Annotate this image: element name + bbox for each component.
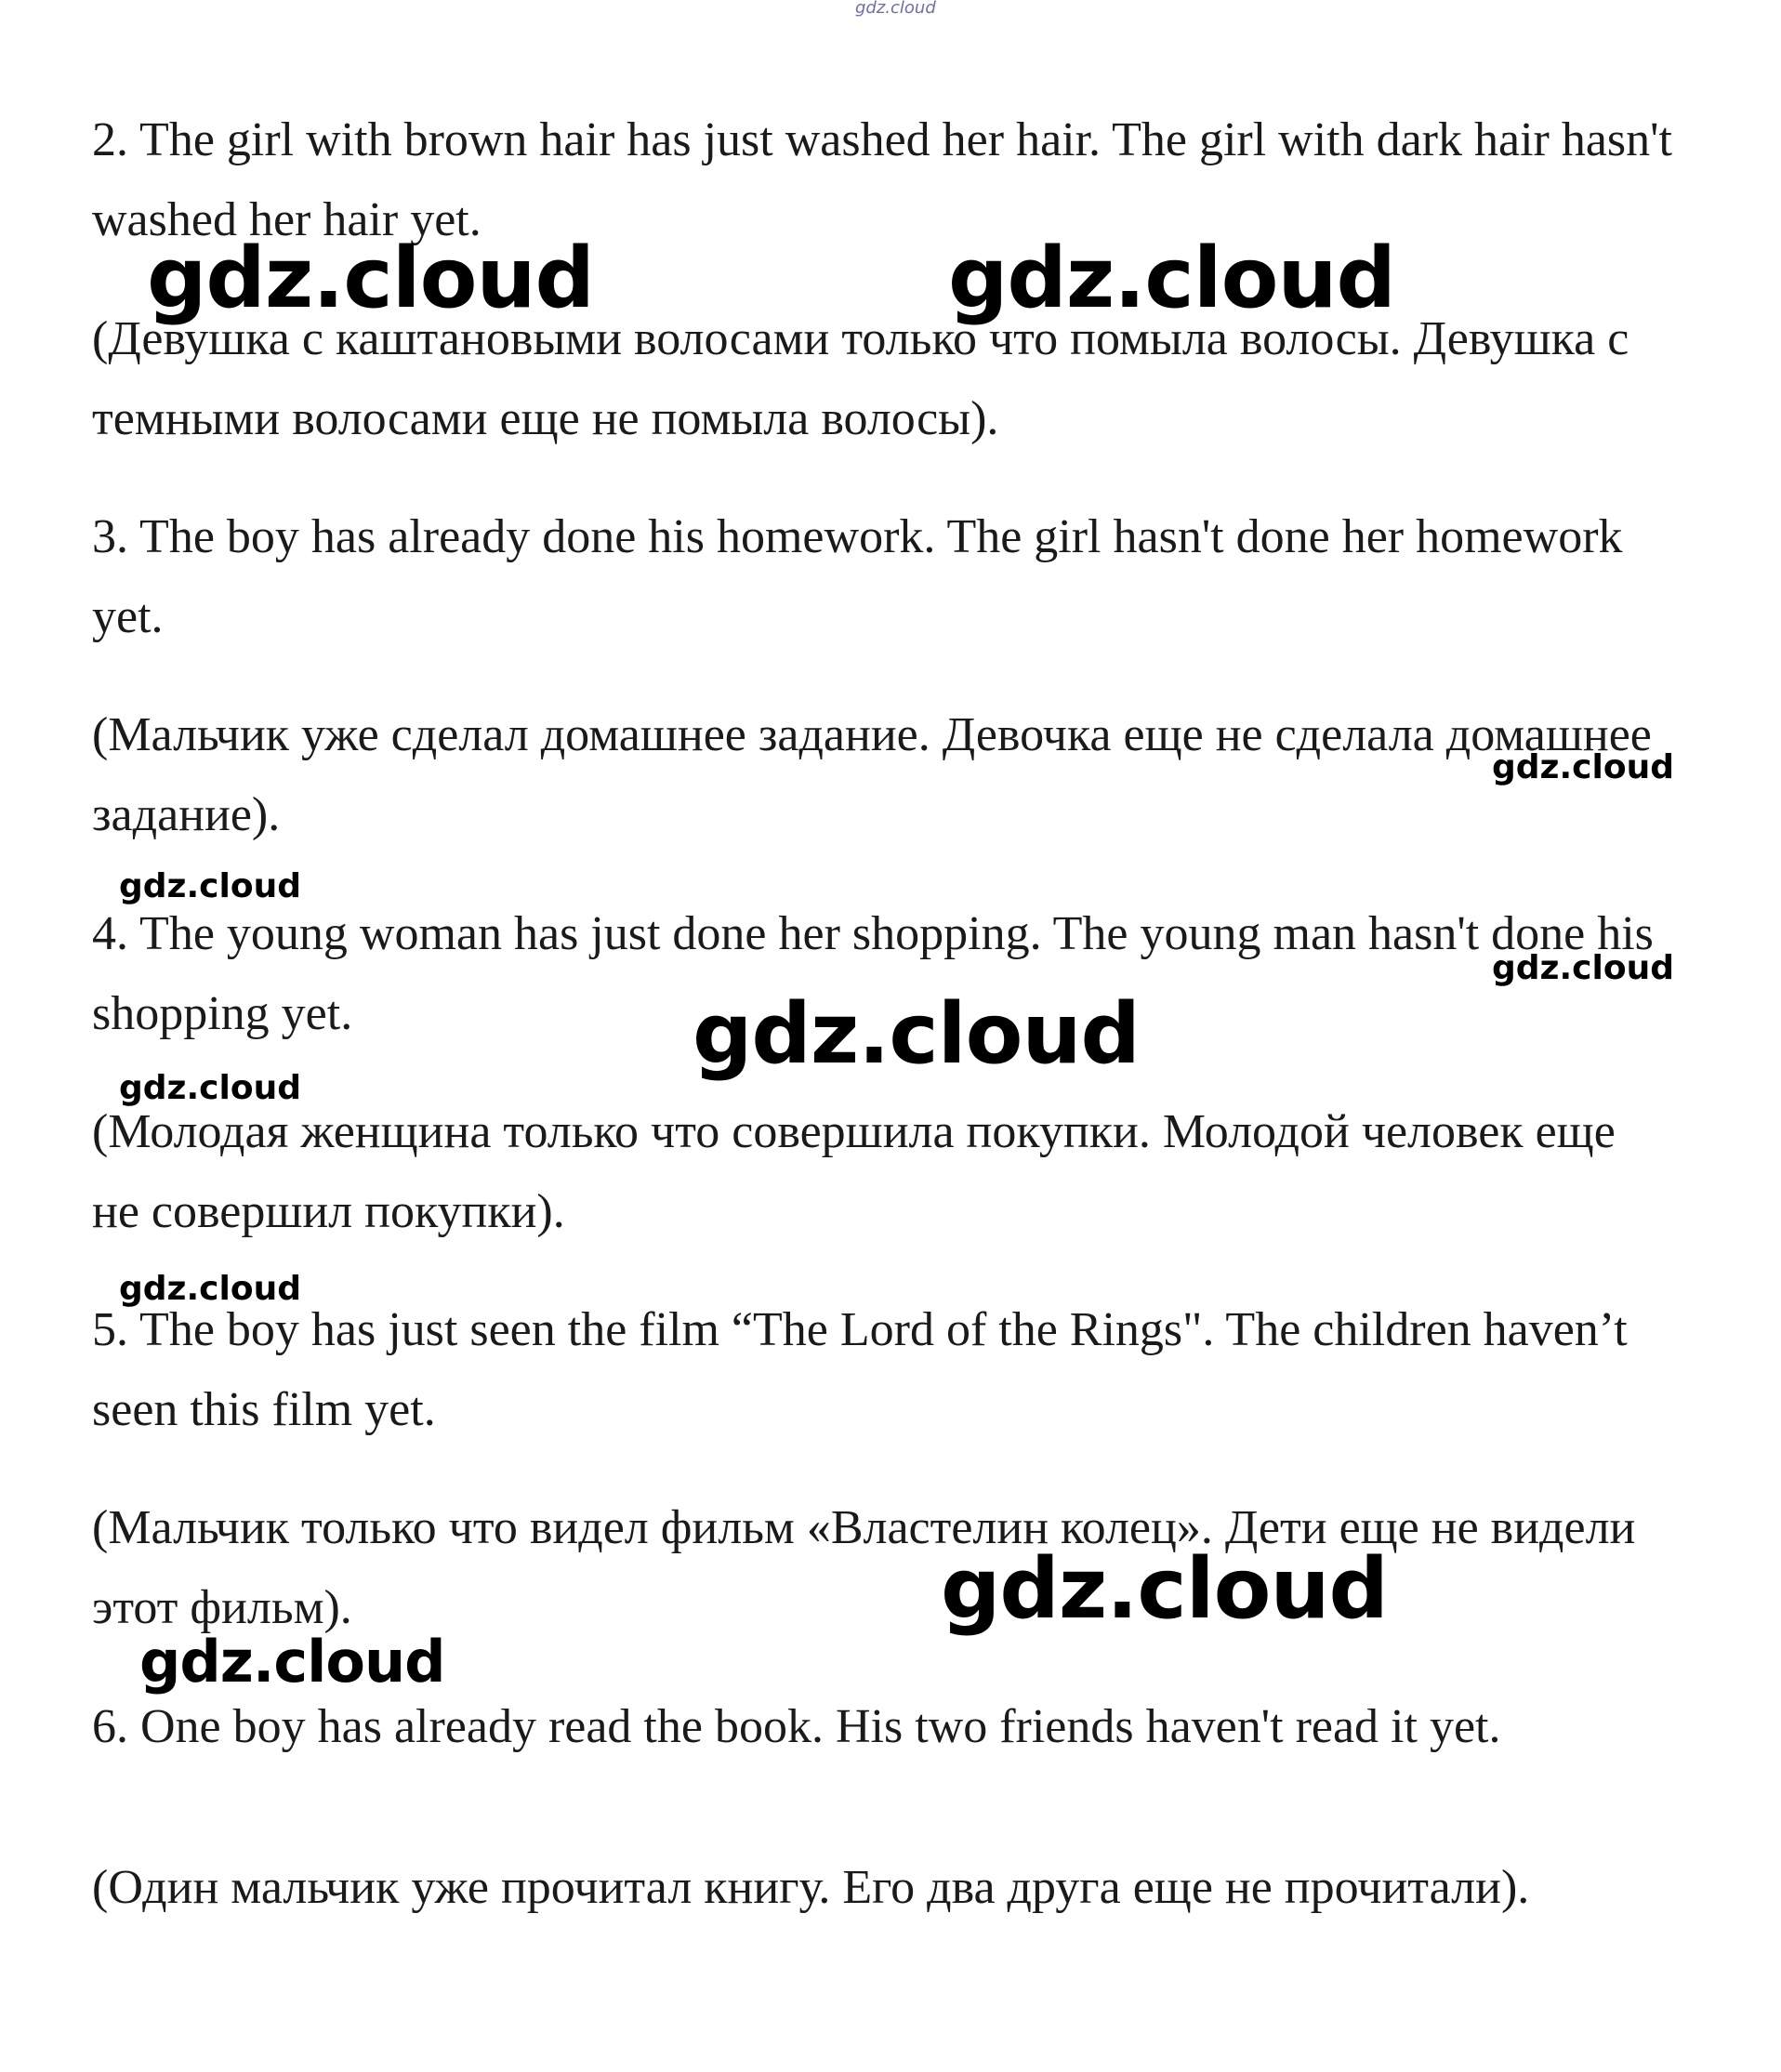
watermark-large-3: gdz.cloud [693, 985, 1140, 1083]
paragraph-5-english: 5. The boy has just seen the film “The Lord of the Rings". The children haven’t seen this film yet. [92, 1303, 1628, 1436]
watermark-medium-1: gdz.cloud [139, 1628, 445, 1696]
watermark-large-4: gdz.cloud [941, 1540, 1388, 1638]
watermark-top: gdz.cloud [855, 0, 936, 18]
watermark-small-1: gdz.cloud [1492, 748, 1674, 786]
paragraph-3-russian: (Мальчик уже сделал домашнее задание. Девочка еще не сделала домашнее задание). [92, 708, 1652, 841]
paragraph-2-russian: (Девушка с каштановыми волосами только что помыла волосы. Девушка с темными волосами еще не помыла волосы). [92, 312, 1629, 445]
paragraph-2-english: 2. The girl with brown hair has just washed her hair. The girl with dark hair hasn't washed her hair yet. [92, 113, 1672, 246]
paragraph-5-russian: (Мальчик только что видел фильм «Властелин колец». Дети еще не видели этот фильм). [92, 1501, 1636, 1634]
watermark-small-3: gdz.cloud [1492, 949, 1674, 987]
paragraph-3-english: 3. The boy has already done his homework. The girl hasn't done her homework yet. [92, 510, 1623, 643]
paragraph-4-english: 4. The young woman has just done her shopping. The young man hasn't done his shopping yet. [92, 907, 1654, 1040]
paragraph-6-english: 6. One boy has already read the book. His two friends haven't read it yet. [92, 1700, 1501, 1753]
watermark-small-4: gdz.cloud [119, 1069, 301, 1107]
watermark-large-2: gdz.cloud [948, 230, 1395, 327]
paragraph-6-russian: (Один мальчик уже прочитал книгу. Его два друга еще не прочитали). [92, 1861, 1530, 1914]
watermark-large-1: gdz.cloud [147, 230, 594, 327]
watermark-small-5: gdz.cloud [119, 1270, 301, 1308]
watermark-small-2: gdz.cloud [119, 867, 301, 905]
paragraph-4-russian: (Молодая женщина только что совершила покупки. Молодой человек еще не совершил покупки). [92, 1105, 1616, 1238]
